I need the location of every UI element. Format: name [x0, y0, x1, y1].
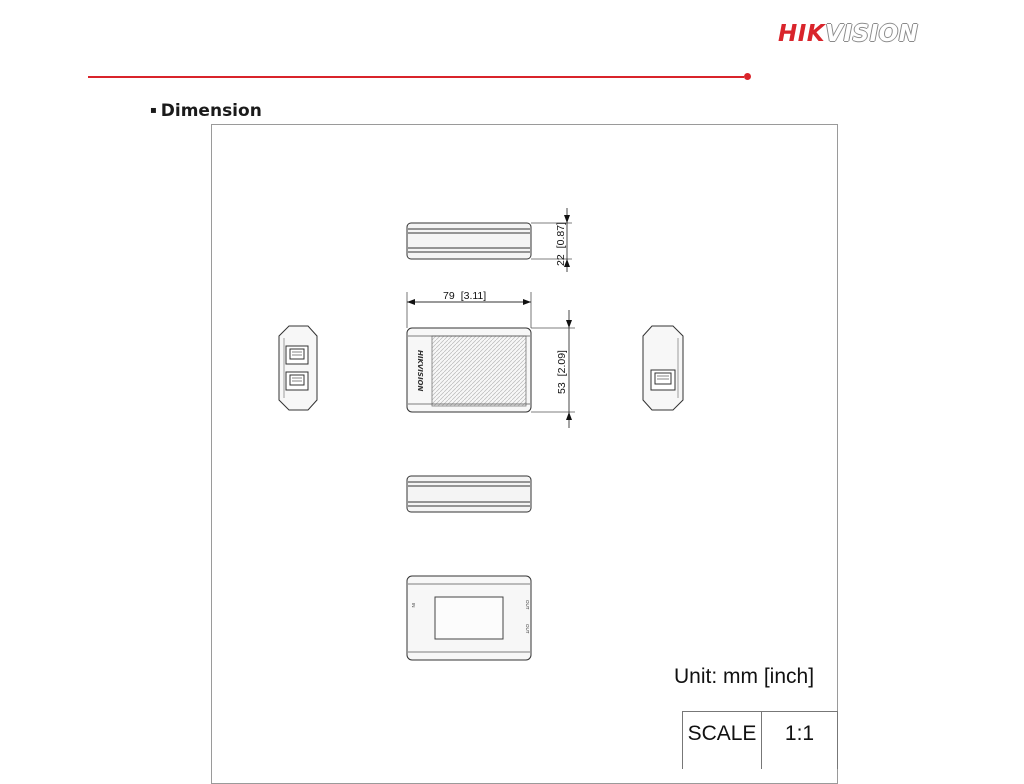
unit-label: Unit: mm [inch] [674, 665, 815, 688]
width-dim-label: 79 [3.11] [443, 290, 487, 302]
rj45-port-icon [286, 372, 308, 390]
section-title-text: Dimension [160, 101, 262, 121]
height-dim-label: 22[0.87] [555, 222, 567, 266]
label-window [435, 597, 503, 639]
arrow-icon [407, 299, 415, 305]
rj45-port-icon [286, 346, 308, 364]
rj45-port-icon [651, 370, 675, 390]
depth-dim-label: 53[2.09] [556, 350, 568, 394]
side-view-bottom [407, 476, 531, 512]
arrow-icon [564, 215, 570, 223]
right-end-view [643, 326, 683, 410]
depth-dimension [531, 310, 575, 428]
front-logo: HIKVISION [416, 350, 424, 392]
brand-tail: VISION [825, 21, 919, 47]
rear-view [407, 576, 531, 660]
arrow-icon [523, 299, 531, 305]
left-end-view [279, 326, 317, 410]
width-dimension [407, 290, 531, 328]
front-view [407, 328, 531, 412]
port-in-label: IN [411, 603, 416, 608]
port-out-label-1: OUT [525, 600, 530, 610]
height-dimension [531, 208, 572, 272]
arrow-icon [566, 412, 572, 420]
arrow-icon [566, 320, 572, 328]
scale-value: 1:1 [762, 712, 838, 769]
brand-main: HIK [778, 21, 826, 47]
scale-box [682, 711, 838, 769]
port-out-label-2: OUT [525, 624, 530, 634]
scale-key: SCALE [682, 712, 762, 769]
side-view-top [407, 223, 531, 259]
bullet-icon: ▪ [150, 105, 157, 116]
